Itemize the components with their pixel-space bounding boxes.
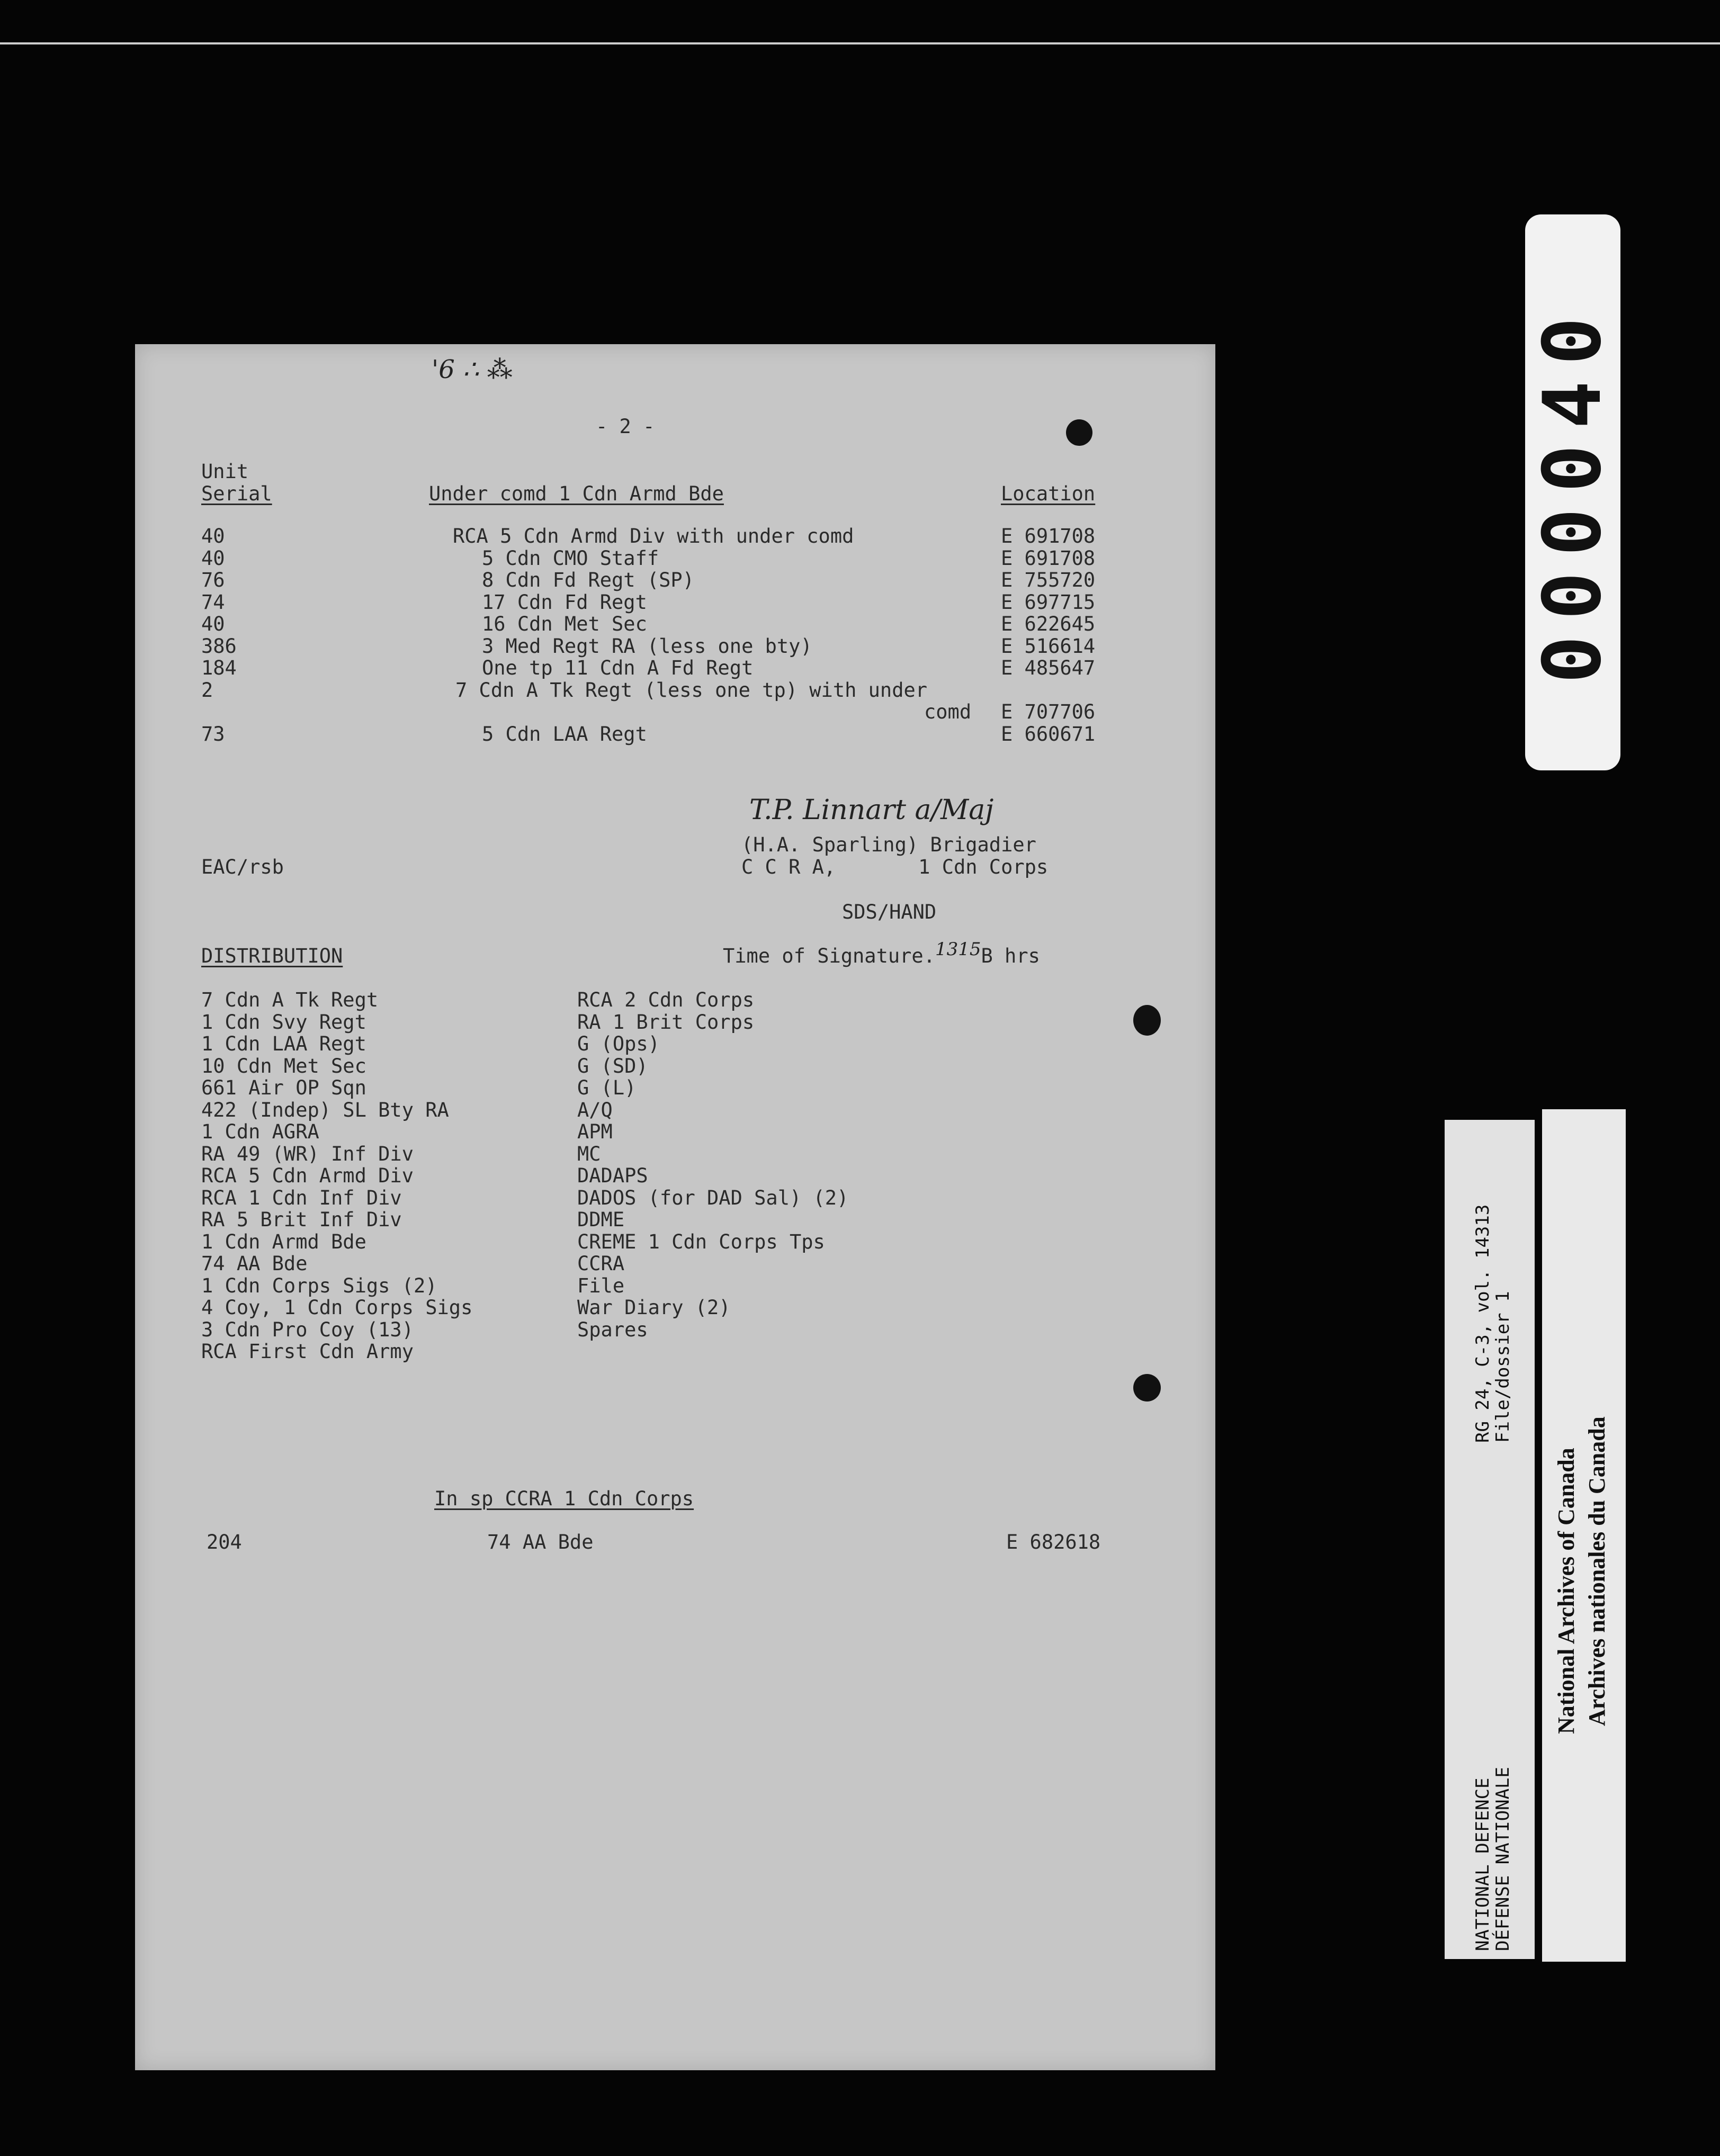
distribution-left-item: 3 Cdn Pro Coy (13): [201, 1318, 414, 1341]
row-serial: 73: [201, 722, 225, 745]
distribution-left-item: 422 (Indep) SL Bty RA: [201, 1098, 449, 1121]
distribution-right-item: APM: [577, 1120, 613, 1143]
punch-hole: [1133, 1005, 1161, 1036]
row-serial: 40: [201, 613, 225, 635]
distribution-right-item: G (Ops): [577, 1032, 660, 1055]
distribution-left-item: 4 Coy, 1 Cdn Corps Sigs: [201, 1296, 473, 1319]
row-location: E 707706: [1001, 700, 1096, 723]
distribution-left-item: 10 Cdn Met Sec: [201, 1054, 366, 1077]
distribution-left-item: 1 Cdn LAA Regt: [201, 1032, 366, 1055]
row-unit: 3 Med Regt RA (less one bty): [482, 634, 812, 658]
time-label: Time of Signature.: [723, 945, 935, 967]
in-sp-location: E 682618: [1006, 1531, 1101, 1553]
distribution-left-item: RCA First Cdn Army: [201, 1340, 414, 1363]
row-unit: comd: [924, 700, 972, 723]
dept-name-fr: DÉFENSE NATIONALE: [1492, 1767, 1513, 1951]
distribution-right-item: DADOS (for DAD Sal) (2): [577, 1186, 849, 1209]
distribution-right-item: DADAPS: [577, 1164, 648, 1187]
time-of-signature: [723, 939, 1040, 968]
row-location: E 485647: [1001, 657, 1096, 679]
row-serial: 40: [201, 546, 225, 570]
distribution-left-item: 1 Cdn Corps Sigs (2): [201, 1274, 437, 1297]
row-unit: 5 Cdn CMO Staff: [482, 546, 659, 570]
in-sp-unit: 74 AA Bde: [487, 1531, 594, 1553]
signature-name: (H.A. Sparling) Brigadier: [741, 833, 1036, 856]
row-location: E 697715: [1001, 590, 1096, 614]
header-unit: Unit: [201, 460, 249, 483]
row-unit: 16 Cdn Met Sec: [482, 613, 647, 635]
distribution-left-item: 1 Cdn Svy Regt: [201, 1010, 366, 1034]
reference-initials: EAC/rsb: [201, 856, 284, 878]
row-unit: One tp 11 Cdn A Fd Regt: [482, 657, 754, 679]
archives-name-en: National Archives of Canada: [1553, 1448, 1579, 1734]
row-serial: 76: [201, 569, 225, 591]
top-border-line: [0, 42, 1720, 44]
signature-title: C C R A, 1 Cdn Corps: [741, 856, 1049, 878]
sds-hand: SDS/HAND: [842, 901, 937, 923]
distribution-right-item: RCA 2 Cdn Corps: [577, 989, 755, 1011]
row-unit: 8 Cdn Fd Regt (SP): [482, 569, 694, 591]
distribution-right-item: CCRA: [577, 1252, 625, 1275]
row-location: E 516614: [1001, 634, 1096, 658]
distribution-left-item: RCA 1 Cdn Inf Div: [201, 1186, 402, 1209]
distribution-left-item: 74 AA Bde: [201, 1252, 308, 1275]
distribution-left-item: RCA 5 Cdn Armd Div: [201, 1164, 414, 1187]
page-number: - 2 -: [596, 415, 655, 438]
distribution-right-item: G (L): [577, 1076, 637, 1099]
header-serial: Serial: [201, 482, 272, 505]
row-serial: 386: [201, 634, 237, 658]
handwritten-signature: T.P. Linnart a/Maj: [749, 794, 994, 826]
distribution-left-item: 1 Cdn Armd Bde: [201, 1230, 366, 1253]
row-location: E 660671: [1001, 722, 1096, 745]
distribution-left-item: 1 Cdn AGRA: [201, 1120, 319, 1143]
header-under-comd: Under comd 1 Cdn Armd Bde: [429, 482, 724, 505]
row-location: E 691708: [1001, 546, 1096, 570]
row-unit: 5 Cdn LAA Regt: [482, 722, 647, 745]
row-serial: 184: [201, 657, 237, 679]
distribution-left-item: 7 Cdn A Tk Regt: [201, 989, 379, 1011]
distribution-heading: DISTRIBUTION: [201, 945, 343, 967]
distribution-right-item: File: [577, 1274, 625, 1297]
row-serial: 74: [201, 590, 225, 614]
distribution-left-item: RA 5 Brit Inf Div: [201, 1208, 402, 1231]
distribution-right-item: CREME 1 Cdn Corps Tps: [577, 1230, 825, 1253]
row-location: E 755720: [1001, 569, 1096, 591]
frame-number-stamp: [1525, 214, 1620, 770]
distribution-right-item: RA 1 Brit Corps: [577, 1010, 755, 1034]
in-sp-serial: 204: [207, 1531, 242, 1553]
row-location: E 691708: [1001, 525, 1096, 547]
row-serial: 2: [201, 678, 213, 702]
time-suffix: B hrs: [981, 945, 1040, 967]
archive-label-reference: [1445, 1120, 1535, 1959]
distribution-right-item: DDME: [577, 1208, 625, 1231]
header-location: Location: [1001, 482, 1096, 505]
distribution-left-item: RA 49 (WR) Inf Div: [201, 1142, 414, 1165]
row-serial: 40: [201, 525, 225, 547]
frame-number: 000040: [1527, 301, 1619, 684]
archives-name-fr: Archives nationales du Canada: [1584, 1416, 1610, 1726]
punch-hole: [1133, 1374, 1161, 1402]
distribution-right-item: Spares: [577, 1318, 648, 1341]
record-group-ref: RG 24, C-3, vol. 14313: [1472, 1204, 1493, 1443]
row-unit: 17 Cdn Fd Regt: [482, 590, 647, 614]
row-unit: 7 Cdn A Tk Regt (less one tp) with under: [455, 678, 928, 702]
row-unit: RCA 5 Cdn Armd Div with under comd: [453, 525, 854, 547]
dept-name-en: NATIONAL DEFENCE: [1472, 1777, 1493, 1951]
distribution-right-item: MC: [577, 1142, 601, 1165]
distribution-right-item: War Diary (2): [577, 1296, 731, 1319]
in-sp-heading: In sp CCRA 1 Cdn Corps: [434, 1487, 694, 1510]
file-ref: File/dossier 1: [1492, 1291, 1513, 1443]
row-location: E 622645: [1001, 613, 1096, 635]
handwritten-mark: '6 ∴ ⁂: [432, 355, 513, 384]
distribution-right-item: G (SD): [577, 1054, 648, 1077]
punch-hole: [1066, 419, 1092, 446]
document-page: [135, 344, 1215, 2070]
distribution-right-item: A/Q: [577, 1098, 613, 1121]
time-value-handwritten: 1315: [935, 939, 981, 960]
archive-label-name: [1542, 1109, 1626, 1962]
distribution-left-item: 661 Air OP Sqn: [201, 1076, 366, 1099]
